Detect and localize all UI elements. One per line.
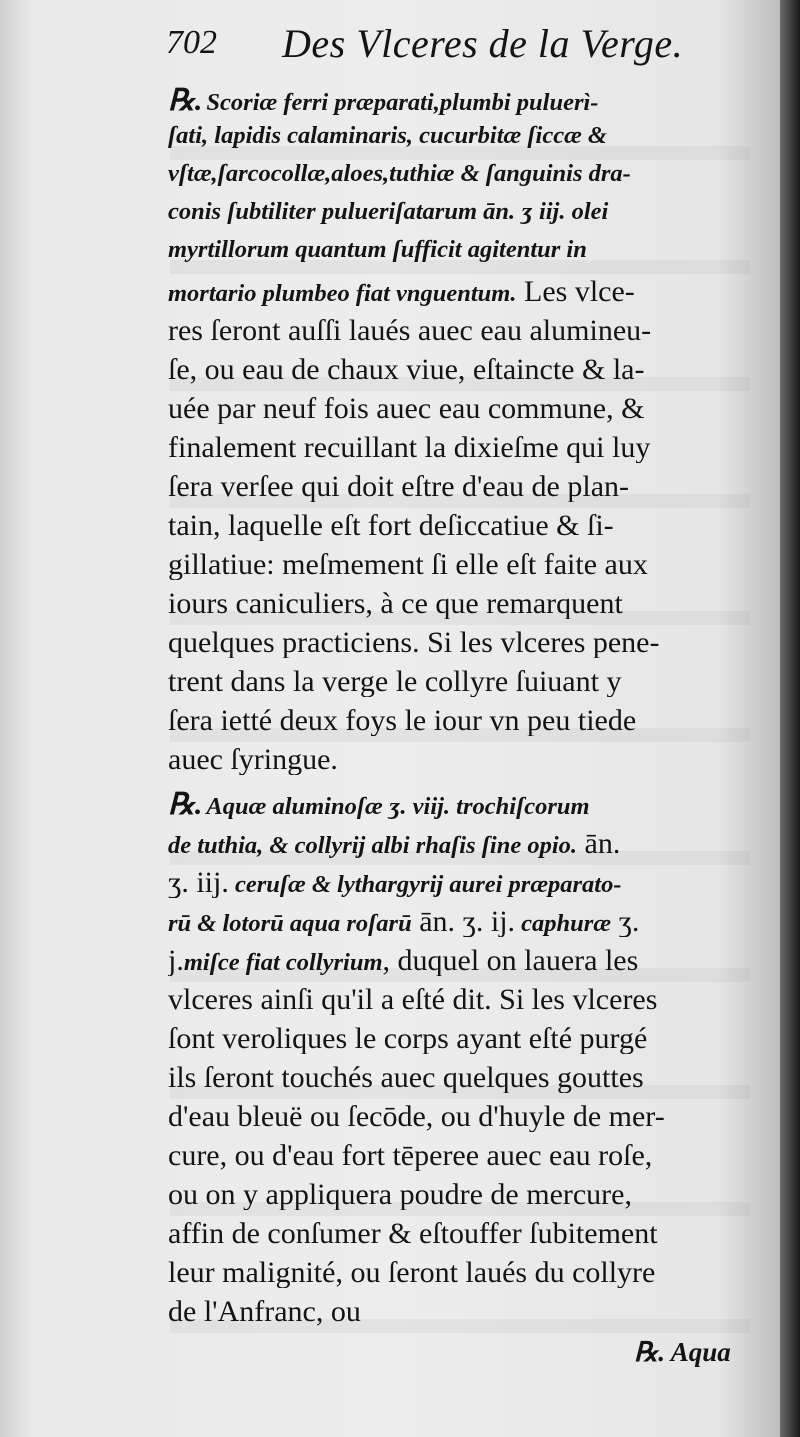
french-text: ſera verſee qui doit eſtre d'eau de plan-	[168, 472, 630, 502]
latin-text: conis ſubtiliter pulueriſatarum ān. ʒ iij. olei	[168, 200, 609, 225]
text-line	[168, 790, 762, 820]
text-line	[168, 355, 762, 385]
latin-text: vſtæ,ſarcocollæ,aloes,tuthiæ & ſanguinis dra-	[168, 162, 631, 187]
french-text: d'eau bleuë ou ſecōde, ou d'huyle de mer-	[168, 1102, 665, 1132]
text-line	[168, 433, 762, 463]
text-line	[168, 868, 762, 898]
french-text: ſera ietté deux foys le iour vn peu tiede	[168, 706, 637, 736]
french-text: leur malignité, ou ſeront laués du collyre	[168, 1258, 656, 1288]
latin-text: rū & lotorū aqua roſarū	[168, 910, 412, 937]
text-line	[168, 472, 762, 502]
recipe-symbol: ℞.	[168, 86, 203, 116]
text-line	[168, 1297, 762, 1327]
french-text: ān. ʒ. ij.	[411, 907, 516, 937]
latin-text: ceruſæ & lythargyrij aurei præparato-	[228, 871, 622, 898]
latin-text: miſce fiat collyrium	[183, 949, 383, 976]
text-line	[168, 124, 762, 149]
french-text: j.	[168, 946, 184, 976]
french-text: finalement recuillant la dixieſme qui luy	[168, 433, 651, 463]
latin-text: Aquæ aluminoſæ ʒ. viij. trochiſcorum	[206, 793, 590, 820]
french-text: ſe, ou eau de chaux viue, eſtaincte & la-	[168, 355, 645, 385]
french-text: cure, ou d'eau fort tēperee auec eau roſe,	[168, 1141, 653, 1171]
text-line	[168, 628, 762, 658]
latin-text: Scoriæ ferri præparati,plumbi puluerì-	[206, 89, 599, 116]
text-line	[168, 829, 762, 859]
text-line	[168, 667, 762, 697]
latin-text: de tuthia, & collyrij albi rhaſis ſine opio.	[168, 832, 578, 859]
french-text: ils ſeront touchés auec quelques gouttes	[168, 1063, 644, 1093]
text-line	[168, 946, 762, 976]
page-edge-shadow	[780, 0, 800, 1437]
text-line	[168, 1141, 762, 1171]
page-header	[160, 20, 760, 70]
french-text: de l'Anfranc, ou	[168, 1297, 361, 1327]
text-line	[168, 1219, 762, 1249]
running-title: Des Vlceres de la Verge.	[282, 21, 684, 66]
catchword: ℞. Aqua	[634, 1337, 731, 1367]
text-line	[168, 745, 762, 775]
french-text: auec ſyringue.	[168, 745, 338, 775]
french-text: res ſeront auſſi laués auec eau alumineu-	[168, 316, 652, 346]
text-line	[168, 86, 762, 116]
french-text: quelques practiciens. Si les vlceres pene-	[168, 628, 660, 658]
french-text: uée par neuf fois auec eau commune, &	[168, 394, 645, 424]
french-text: tain, laquelle eſt fort deſiccatiue & ſi-	[168, 511, 614, 541]
text-line	[168, 985, 762, 1015]
latin-text: mortario plumbeo fiat vnguentum.	[168, 280, 517, 307]
text-line	[168, 200, 762, 225]
text-line	[168, 1180, 762, 1210]
french-text: , duquel on lauera les	[382, 946, 639, 976]
french-text: ou on y appliquera poudre de mercure,	[168, 1180, 632, 1210]
french-text: Les vlce-	[516, 277, 635, 307]
text-line	[168, 550, 762, 580]
text-line	[168, 162, 762, 187]
french-text: ſont veroliques le corps ayant eſté purgé	[168, 1024, 648, 1054]
text-line	[168, 1258, 762, 1288]
french-text: ān.	[577, 829, 621, 859]
latin-text: ſati, lapidis calaminaris, cucurbitæ ſiccæ &	[168, 124, 607, 149]
french-text: gillatiue: meſmement ſi elle eſt faite aux	[168, 550, 648, 580]
text-line	[168, 907, 762, 937]
french-text: affin de conſumer & eſtouffer ſubitement	[168, 1219, 658, 1249]
latin-text: myrtillorum quantum ſufficit agitentur in	[168, 238, 587, 263]
french-text: trent dans la verge le collyre ſuiuant y	[168, 667, 622, 697]
text-line	[168, 1024, 762, 1054]
text-line	[168, 277, 762, 307]
text-line	[168, 316, 762, 346]
recipe-symbol: ℞.	[168, 790, 203, 820]
text-line	[168, 1063, 762, 1093]
text-line	[168, 238, 762, 263]
french-text: vlceres ainſi qu'il a eſté dit. Si les vlceres	[168, 985, 658, 1015]
latin-text: caphuræ	[515, 910, 612, 937]
french-text: ʒ.	[611, 907, 640, 937]
text-line	[168, 394, 762, 424]
page-number: 702	[166, 24, 217, 61]
text-line	[168, 1102, 762, 1132]
text-line	[168, 589, 762, 619]
text-line	[168, 511, 762, 541]
french-text: iours caniculiers, à ce que remarquent	[168, 589, 623, 619]
french-text: ʒ. iij.	[168, 868, 229, 898]
text-line	[168, 706, 762, 736]
